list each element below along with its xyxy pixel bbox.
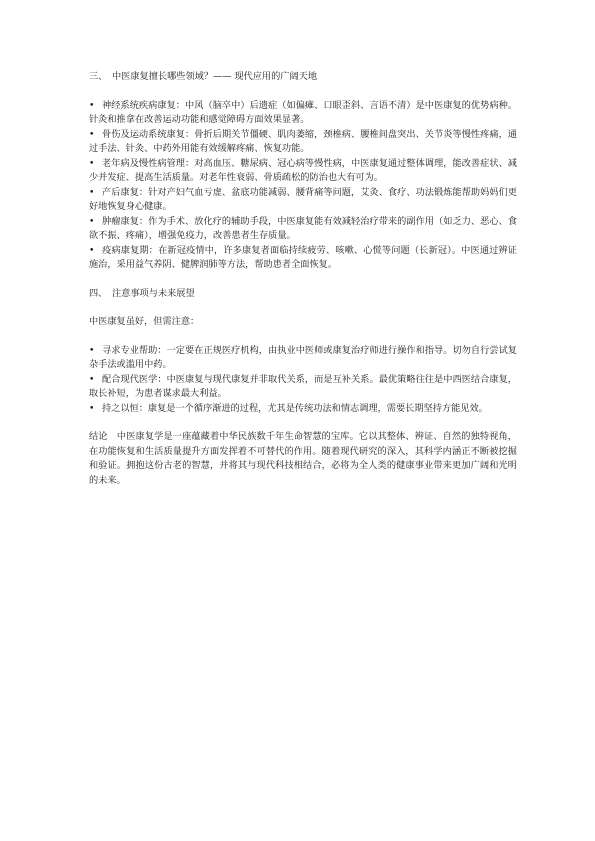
list-item <box>89 128 517 157</box>
bullet-marker: • <box>89 215 95 227</box>
spacer <box>89 301 517 315</box>
conclusion-paragraph: 结论 中医康复学是一座蕴藏着中华民族数千年生命智慧的宝库。它以其整体、辨证、自然的独特视角，在功能恢复和生活质量提升方面发挥着不可替代的作用。随着现代研究的深入，其科学内涵正不断被挖掘和验证。拥抱这份古老的智慧，并将其与现代科技相结合，必将为全人类的健康事业带来更加广阔和光明的未来。 <box>89 431 517 486</box>
list-item <box>89 344 517 373</box>
list-item <box>89 99 517 128</box>
bullet-marker: • <box>89 99 95 111</box>
bullet-marker: • <box>89 344 95 356</box>
section-intro: 中医康复虽好，但需注意： <box>89 316 200 327</box>
spacer <box>89 330 517 344</box>
list-item <box>89 215 517 244</box>
spacer <box>89 416 517 430</box>
list-item <box>89 244 517 273</box>
list-item-text: 寻求专业帮助：一定要在正规医疗机构，由执业中医师或康复治疗师进行操作和指导。切勿自行尝试复杂手法或滥用中药。 <box>89 344 517 370</box>
bullet-marker: • <box>89 186 95 198</box>
list-item <box>89 186 517 215</box>
list-item-text: 持之以恒：康复是一个循序渐进的过程，尤其是传统功法和情志调理，需要长期坚持方能见效。 <box>102 402 488 414</box>
bullet-marker: • <box>89 373 95 385</box>
section-heading-4: 四、 注意事项与未来展望 <box>89 287 195 299</box>
list-item-text: 老年病及慢性病管理：对高血压、糖尿病、冠心病等慢性病，中医康复通过整体调理，能改善症状、减少并发症、提高生活质量。对老年性衰弱、骨质疏松的防治也大有可为。 <box>89 157 517 183</box>
list-item <box>89 402 517 417</box>
bullet-marker: • <box>89 157 95 169</box>
list-item <box>89 157 517 186</box>
list-item-text: 肿瘤康复：作为手术、放化疗的辅助手段，中医康复能有效减轻治疗带来的副作用（如乏力、恶心、食欲不振、疼痛），增强免疫力，改善患者生存质量。 <box>89 215 517 241</box>
bullet-marker: • <box>89 244 95 256</box>
spacer <box>89 273 517 287</box>
list-item-text: 神经系统疾病康复：中风（脑卒中）后遗症（如偏瘫、口眼歪斜、言语不清）是中医康复的优势病种。针灸和推拿在改善运动功能和感觉障碍方面效果显著。 <box>89 99 517 125</box>
section-heading-3: 三、 中医康复擅长哪些领域？—— 现代应用的广阔天地 <box>89 71 318 82</box>
list-item-text: 疫病康复期：在新冠疫情中，许多康复者面临持续疲劳、咳嗽、心慌等问题（长新冠）。中医通过辨证施治，采用益气养阴、健脾润肺等方法，帮助患者全面恢复。 <box>89 244 517 270</box>
document-body <box>89 70 517 488</box>
list-item-text: 配合现代医学：中医康复与现代康复并非取代关系，而是互补关系。最优策略往往是中西医结合康复，取长补短，为患者谋求最大利益。 <box>89 373 517 399</box>
list-item-text: 骨伤及运动系统康复：骨折后期关节僵硬、肌肉萎缩，颈椎病、腰椎间盘突出、关节炎等慢性疼痛，通过手法、针灸、中药外用能有效缓解疼痛、恢复功能。 <box>89 128 517 154</box>
list-item <box>89 373 517 402</box>
list-item-text: 产后康复：针对产妇气血亏虚、盆底功能减弱、腰背痛等问题，艾灸、食疗、功法锻炼能帮助妈妈们更好地恢复身心健康。 <box>89 186 517 212</box>
bullet-marker: • <box>89 402 95 414</box>
spacer <box>89 85 517 99</box>
bullet-marker: • <box>89 128 95 140</box>
